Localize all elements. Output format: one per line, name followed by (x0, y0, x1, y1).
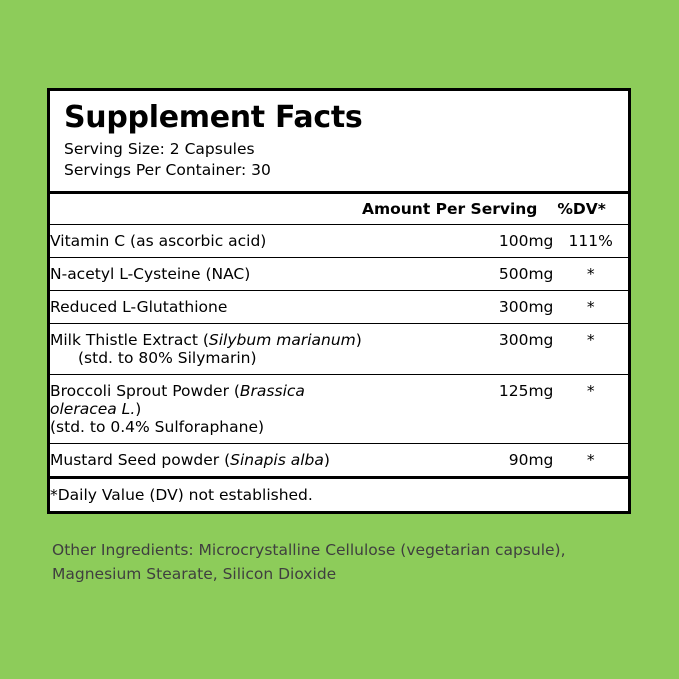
other-ingredients-text: Other Ingredients: Microcrystalline Cellulose (vegetarian capsule), Magnesium Stearate, Silicon Dioxide (52, 541, 566, 584)
table-row (50, 291, 628, 324)
panel-title: Supplement Facts (64, 100, 363, 135)
ingredient-subnote: (std. to 80% Silymarin) (78, 349, 257, 368)
row-amount-cell: 100mg (362, 225, 553, 258)
header-name-cell (50, 193, 362, 225)
row-dv-cell: 111% (553, 225, 628, 258)
daily-value-footnote: *Daily Value (DV) not established. (50, 478, 628, 512)
row-dv-cell: * (553, 291, 628, 324)
row-amount-cell: 125mg (362, 375, 553, 444)
serving-size-line (50, 138, 628, 160)
row-name-cell (50, 375, 362, 444)
row-name-cell (50, 291, 362, 324)
table-header-row (50, 193, 628, 225)
table-row (50, 375, 628, 444)
header-amount-cell: Amount Per Serving (362, 193, 553, 225)
row-dv-cell: * (553, 444, 628, 478)
row-name-cell (50, 324, 362, 375)
row-amount-cell: 300mg (362, 324, 553, 375)
table-row (50, 324, 628, 375)
serving-size-value: 2 Capsules (169, 139, 255, 158)
servings-per-container-label: Servings Per Container: (64, 161, 247, 180)
ingredient-name-tail: ) (355, 331, 362, 350)
servings-per-container-value: 30 (251, 161, 271, 180)
table-row (50, 258, 628, 291)
row-dv-cell: * (553, 375, 628, 444)
supplement-facts-panel (47, 88, 631, 514)
row-name-cell (50, 225, 362, 258)
row-dv-cell: * (553, 324, 628, 375)
nutrition-table (50, 191, 628, 511)
ingredient-latin: Silybum marianum (208, 331, 356, 350)
servings-per-container-line (50, 159, 628, 181)
ingredient-subnote: (std. to 0.4% Sulforaphane) (50, 418, 265, 437)
table-row (50, 225, 628, 258)
ingredient-latin: Sinapis alba (230, 451, 324, 470)
row-dv-cell: * (553, 258, 628, 291)
row-amount-cell: 90mg (362, 444, 553, 478)
ingredient-name: Broccoli Sprout Powder ( (50, 382, 240, 401)
ingredient-name: N-acetyl L-Cysteine (NAC) (50, 265, 251, 284)
footnote-row (50, 478, 628, 512)
ingredient-name: Vitamin C (as ascorbic acid) (50, 232, 267, 251)
header-dv-cell: %DV* (553, 193, 628, 225)
row-name-cell (50, 444, 362, 478)
panel-inner (50, 91, 628, 511)
ingredient-name: Mustard Seed powder ( (50, 451, 231, 470)
ingredient-name-tail: ) (323, 451, 330, 470)
ingredient-latin: Brassica oleracea L. (50, 382, 305, 419)
serving-size-label: Serving Size: (64, 139, 165, 158)
nutrition-table-body (50, 193, 628, 512)
ingredient-name-tail: ) (135, 400, 142, 419)
row-amount-cell: 300mg (362, 291, 553, 324)
title-spacer (50, 181, 628, 191)
ingredient-name: Milk Thistle Extract ( (50, 331, 209, 350)
row-amount-cell: 500mg (362, 258, 553, 291)
table-row (50, 444, 628, 478)
row-name-cell (50, 258, 362, 291)
ingredient-name: Reduced L-Glutathione (50, 298, 228, 317)
